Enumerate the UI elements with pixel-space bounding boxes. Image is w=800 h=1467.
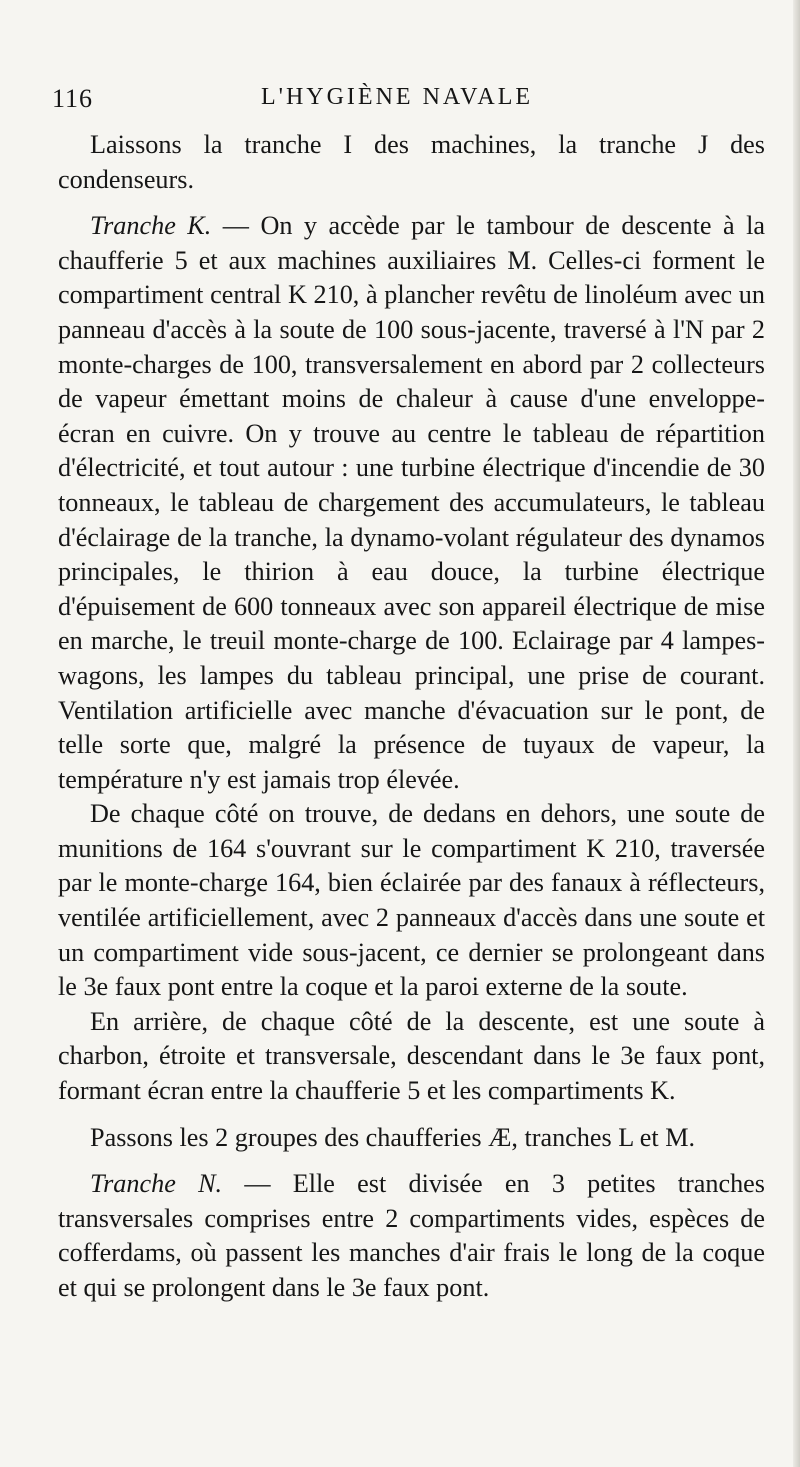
section-lead: Tranche N.	[90, 1169, 223, 1199]
page-number: 116	[52, 84, 94, 113]
paragraph	[58, 1005, 765, 1109]
paragraph	[58, 797, 765, 1005]
paragraph-text: — On y accède par le tambour de descente à la chaufferie 5 et aux machines auxiliaires M. Celles-ci forment le compartiment central K 210, à plancher revêtu de linoléum avec un panneau d'accès à la soute de 100 sous-jacente, traversé à l'N par 2 monte-charges de 100, transversalement en abord par 2 collecteurs de vapeur émettant moins de chaleur à cause d'une enveloppe-écran en cuivre. On y trouve au centre le tableau de répartition d'électricité, et tout autour : une turbine électrique d'incendie de 30 tonneaux, le tableau de chargement des accumulateurs, le tableau d'éclairage de la tranche, la dynamo-volant régulateur des dynamos principales, le thirion à eau douce, la turbine électrique d'épuisement de 600 tonneaux avec son appareil électrique de mise en marche, le treuil monte-charge de 100. Eclairage par 4 lampes-wagons, les lampes du tableau principal, une prise de courant. Ventilation artificielle avec manche d'évacuation sur le pont, de telle sorte que, malgré la présence de tuyaux de vapeur, la température n'y est jamais trop élevée.	[58, 211, 765, 794]
paragraph	[58, 128, 765, 197]
paragraph-text: — Elle est divisée en 3 petites tranches transversales comprises entre 2 compartiments vides, espèces de cofferdams, où passent les manches d'air frais le long de la coque et qui se prolongent dans le 3e faux pont.	[58, 1169, 765, 1302]
running-title: L'HYGIÈNE NAVALE	[260, 84, 534, 110]
paragraph	[58, 209, 765, 797]
paragraph-text: Laissons la tranche I des machines, la tranche J des condenseurs.	[58, 130, 765, 194]
page-edge	[793, 0, 800, 1467]
body-text	[58, 128, 765, 1306]
paragraph-text: En arrière, de chaque côté de la descente, est une soute à charbon, étroite et transversale, descendant dans le 3e faux pont, formant écran entre la chaufferie 5 et les compartiments K.	[58, 1006, 765, 1106]
paragraph	[58, 1167, 765, 1305]
paragraph-text: Passons les 2 groupes des chaufferies Æ, tranches L et M.	[90, 1122, 696, 1152]
page-header	[52, 84, 742, 124]
paragraph	[58, 1121, 765, 1156]
section-lead: Tranche K.	[90, 211, 212, 241]
paragraph-text: De chaque côté on trouve, de dedans en dehors, une soute de munitions de 164 s'ouvrant sur le compartiment K 210, traversée par le monte-charge 164, bien éclairée par des fanaux à réflecteurs, ventilée artificiellement, avec 2 panneaux d'accès dans une soute et un compartiment vide sous-jacent, ce dernier se prolongeant dans le 3e faux pont entre la coque et la paroi externe de la soute.	[58, 799, 765, 1002]
